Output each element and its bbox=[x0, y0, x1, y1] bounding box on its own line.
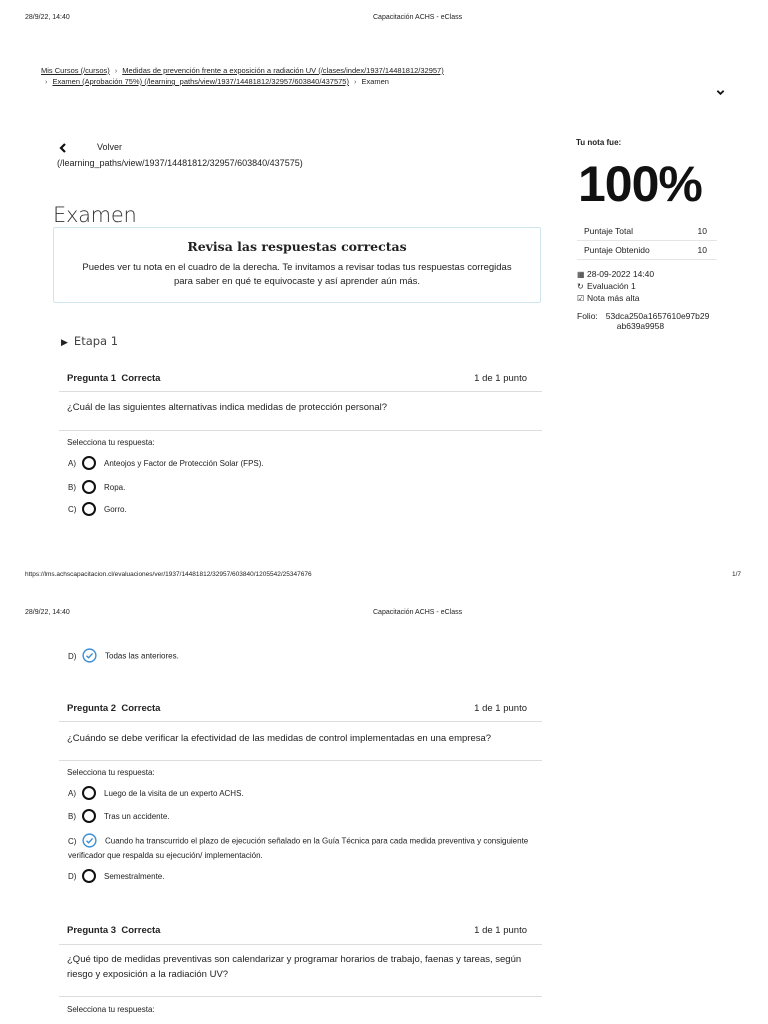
divider bbox=[59, 430, 542, 431]
question-1-option-b[interactable]: B) Ropa. bbox=[68, 481, 538, 495]
print-doc-title: Capacitación ACHS - eClass bbox=[373, 609, 463, 616]
question-2-status: Correcta bbox=[121, 703, 161, 714]
review-info-box bbox=[53, 227, 541, 303]
question-2-number: Pregunta 2 bbox=[67, 703, 117, 714]
breadcrumb-mis-cursos[interactable]: Mis Cursos (/cursos) bbox=[41, 66, 110, 75]
breadcrumb-line2: › Examen (Aprobación 75%) (/learning_paths/view/1937/14481812/32957/603840/437575) › Examen bbox=[45, 77, 389, 86]
score-folio: Folio: 53dca250a1657610e97b29 ab639a9958 bbox=[577, 311, 710, 331]
divider bbox=[59, 721, 542, 722]
divider bbox=[59, 944, 542, 945]
question-2-option-c[interactable]: C) Cuando ha transcurrido el plazo de ejecución señalado en la Guía Técnica para cada medida preventiva y consiguiente verificador que respalda su ejecución/ implementación. bbox=[68, 834, 538, 862]
divider bbox=[59, 760, 542, 761]
question-1-text: ¿Cuál de las siguientes alternativas indica medidas de protección personal? bbox=[67, 402, 388, 413]
question-3-number: Pregunta 3 bbox=[67, 925, 117, 936]
chevron-left-icon[interactable] bbox=[59, 142, 67, 154]
breadcrumb-course[interactable]: Medidas de prevención frente a exposición a radiación UV (/clases/index/1937/14481812/32957) bbox=[122, 66, 444, 75]
question-3-points: 1 de 1 punto bbox=[474, 925, 527, 936]
score-value: 100% bbox=[578, 156, 702, 212]
print-datetime: 28/9/22, 14:40 bbox=[25, 609, 70, 616]
question-1-number: Pregunta 1 bbox=[67, 373, 117, 384]
divider bbox=[59, 996, 542, 997]
radio-empty-icon[interactable] bbox=[82, 869, 96, 883]
question-2-header bbox=[67, 703, 527, 714]
select-answer-label: Selecciona tu respuesta: bbox=[67, 768, 155, 777]
stage-toggle[interactable] bbox=[61, 334, 118, 348]
radio-empty-icon[interactable] bbox=[82, 502, 96, 516]
question-2-points: 1 de 1 punto bbox=[474, 703, 527, 714]
question-1-header bbox=[67, 373, 527, 384]
page-title: Examen bbox=[53, 203, 137, 227]
select-answer-label: Selecciona tu respuesta: bbox=[67, 1005, 155, 1014]
select-answer-label: Selecciona tu respuesta: bbox=[67, 438, 155, 447]
question-1-points: 1 de 1 punto bbox=[474, 373, 527, 384]
triangle-right-icon: ▶ bbox=[61, 338, 68, 348]
question-1-status: Correcta bbox=[121, 373, 161, 384]
score-table bbox=[577, 222, 717, 260]
stage-label: Etapa 1 bbox=[73, 334, 119, 348]
question-2-option-b[interactable]: B) Tras un accidente. bbox=[68, 810, 538, 824]
score-evaluation: ↻ Evaluación 1 bbox=[577, 281, 636, 291]
review-text: Puedes ver tu nota en el cuadro de la derecha. Te invitamos a revisar todas tus respuestas corregidas para saber en qué te equivocaste y así aprender aún más. bbox=[82, 262, 512, 287]
check-circle-icon[interactable] bbox=[82, 648, 97, 663]
question-2-text: ¿Cuándo se debe verificar la efectividad de las medidas de control implementadas en una empresa? bbox=[67, 733, 492, 744]
print-page-number: 1/7 bbox=[732, 571, 742, 578]
review-title: Revisa las respuestas correctas bbox=[187, 239, 407, 254]
calendar-icon: ▦ bbox=[577, 270, 585, 279]
breadcrumb: Mis Cursos (/cursos) › Medidas de prevención frente a exposición a radiación UV (/clases/index/1937/14481812/32957) bbox=[41, 66, 444, 75]
question-3-text: ¿Qué tipo de medidas preventivas son calendarizar y programar horarios de trabajo, faenas y tareas, según riesgo y exposición a la radiación UV? bbox=[67, 954, 522, 980]
question-1-option-d[interactable]: D) Todas las anteriores. bbox=[68, 649, 538, 664]
question-2-option-d[interactable]: D) Semestralmente. bbox=[68, 870, 538, 884]
score-row-obtained: Puntaje Obtenido 10 bbox=[577, 241, 717, 260]
score-row-total: Puntaje Total 10 bbox=[577, 222, 717, 241]
radio-empty-icon[interactable] bbox=[82, 786, 96, 800]
score-date: ▦ 28-09-2022 14:40 bbox=[577, 269, 655, 279]
check-circle-icon[interactable] bbox=[82, 833, 97, 848]
question-3-status: Correcta bbox=[121, 925, 161, 936]
question-1-option-c[interactable]: C) Gorro. bbox=[68, 503, 538, 517]
radio-empty-icon[interactable] bbox=[82, 456, 96, 470]
score-label: Tu nota fue: bbox=[576, 138, 622, 147]
print-doc-title: Capacitación ACHS - eClass bbox=[373, 14, 463, 21]
print-footer-url: https://lms.achscapacitacion.cl/evaluaciones/ver/1937/14481812/32957/603840/1205542/25347676 bbox=[25, 571, 312, 578]
divider bbox=[59, 391, 542, 392]
question-1-option-a[interactable]: A) Anteojos y Factor de Protección Solar (FPS). bbox=[68, 457, 538, 471]
refresh-icon: ↻ bbox=[577, 282, 584, 291]
print-datetime: 28/9/22, 14:40 bbox=[25, 14, 70, 21]
question-3-header bbox=[67, 925, 527, 936]
radio-empty-icon[interactable] bbox=[82, 480, 96, 494]
chevron-down-icon[interactable] bbox=[716, 88, 725, 97]
back-link[interactable]: Volver bbox=[97, 142, 123, 152]
radio-empty-icon[interactable] bbox=[82, 809, 96, 823]
breadcrumb-current: Examen bbox=[361, 77, 389, 86]
back-url[interactable]: (/learning_paths/view/1937/14481812/32957/603840/437575) bbox=[57, 158, 303, 168]
breadcrumb-exam-path[interactable]: Examen (Aprobación 75%) (/learning_paths/view/1937/14481812/32957/603840/437575) bbox=[52, 77, 349, 86]
score-best: ☑ Nota más alta bbox=[577, 293, 640, 303]
question-2-option-a[interactable]: A) Luego de la visita de un experto ACHS. bbox=[68, 787, 538, 801]
check-square-icon: ☑ bbox=[577, 294, 585, 303]
